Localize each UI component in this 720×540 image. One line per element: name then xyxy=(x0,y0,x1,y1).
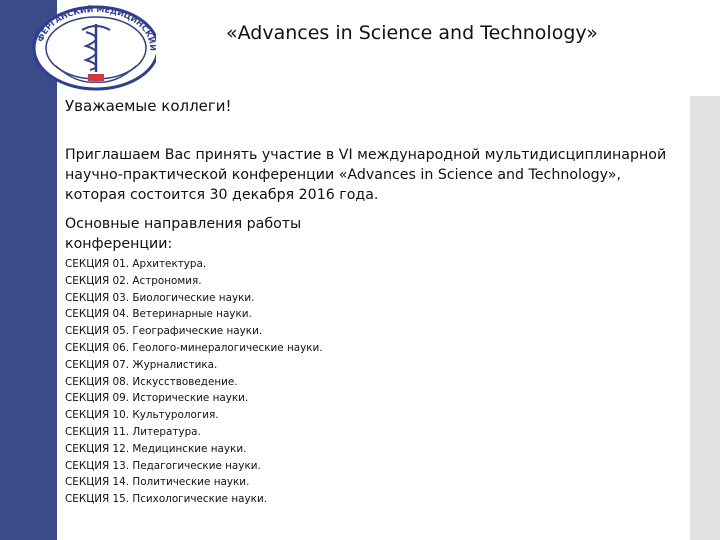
list-item: СЕКЦИЯ 08. Искусствоведение. xyxy=(65,375,238,388)
list-item: СЕКЦИЯ 14. Политические науки. xyxy=(65,476,250,489)
list-item: СЕКЦИЯ 01. Архитектура. xyxy=(65,258,207,270)
list-item: СЕКЦИЯ 07. Журналистика. xyxy=(65,358,218,371)
university-seal-icon xyxy=(16,2,156,94)
list-item: СЕКЦИЯ 02. Астрономия. xyxy=(65,274,202,287)
sections-list xyxy=(65,256,465,508)
header-band xyxy=(57,0,720,96)
invitation-paragraph: Приглашаем Вас принять участие в VI международной мультидисциплинарной научно-практической конференции «Advances in Science and Technology», которая состоится 30 декабря 2016 года. xyxy=(65,147,667,203)
list-item: СЕКЦИЯ 06. Геолого-минералогические науки. xyxy=(65,341,323,354)
directions-heading: Основные направления работы конференции: xyxy=(65,216,302,252)
list-item: СЕКЦИЯ 10. Культурология. xyxy=(65,409,219,422)
slide-title: «Advances in Science and Technology» xyxy=(226,22,598,44)
list-item: СЕКЦИЯ 04. Ветеринарные науки. xyxy=(65,308,252,321)
list-item: СЕКЦИЯ 11. Литература. xyxy=(65,425,201,438)
list-item: СЕКЦИЯ 12. Медицинские науки. xyxy=(65,442,247,455)
seal-arc-text: ФЕРГАНСКИЙ МЕДИЦИНСКИ xyxy=(35,4,156,45)
list-item: СЕКЦИЯ 05. Географические науки. xyxy=(65,325,263,338)
list-item: СЕКЦИЯ 09. Исторические науки. xyxy=(65,392,249,405)
list-item: СЕКЦИЯ 03. Биологические науки. xyxy=(65,291,255,304)
greeting-text: Уважаемые коллеги! xyxy=(65,97,232,115)
list-item: СЕКЦИЯ 13. Педагогические науки. xyxy=(65,459,261,472)
list-item: СЕКЦИЯ 15. Психологические науки. xyxy=(65,493,267,506)
